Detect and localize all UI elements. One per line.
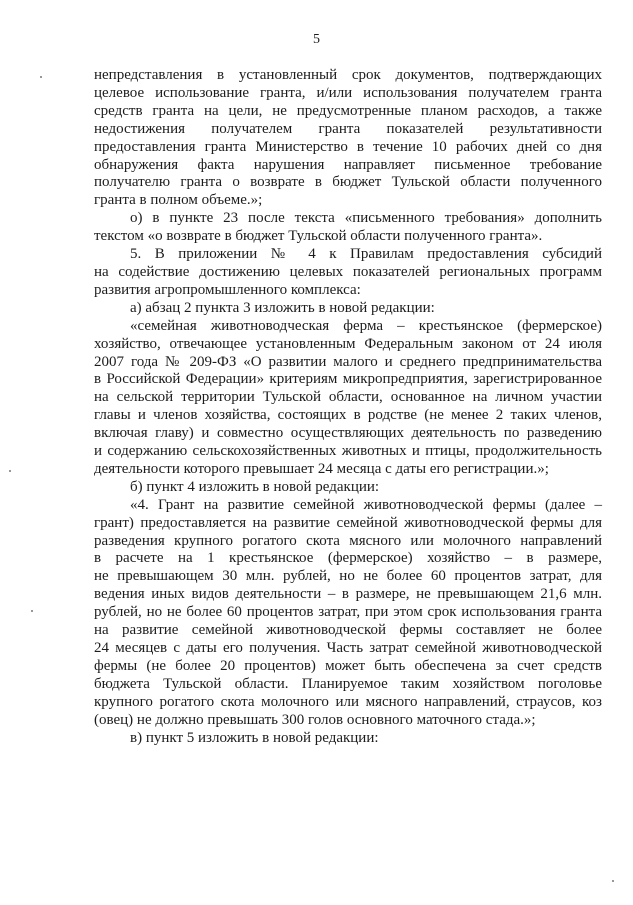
scan-speck bbox=[40, 76, 42, 78]
text-line: деятельности которого превышает 24 месяца с даты его регистрации.»; bbox=[94, 460, 549, 477]
text-line: 5. В приложении № 4 к Правилам предоставления субсидий bbox=[130, 246, 602, 263]
text-line: крупного рогатого скота молочного или мясного направлений, страусов, коз bbox=[94, 693, 602, 710]
scan-speck bbox=[612, 880, 614, 882]
text-line: (овец) не должно превышать 300 голов основного маточного стада.»; bbox=[94, 711, 536, 728]
text-line: фермы (не более 20 процентов) может быть обеспечена за счет средств bbox=[94, 657, 602, 674]
text-line: включая главу) и совместно осуществляющих деятельность по разведению bbox=[94, 425, 602, 442]
text-line: текстом «о возврате в бюджет Тульской области полученного гранта». bbox=[94, 228, 543, 245]
text-line: в расчете на 1 крестьянское (фермерское) хозяйство – в размере, bbox=[94, 550, 602, 567]
text-line: «4. Грант на развитие семейной животноводческой фермы (далее – bbox=[130, 496, 602, 513]
text-line: рублей, но не более 60 процентов затрат, при этом срок использования гранта bbox=[94, 604, 602, 621]
text-line: о) в пункте 23 после текста «письменного требования» дополнить bbox=[130, 210, 602, 227]
text-line: а) абзац 2 пункта 3 изложить в новой редакции: bbox=[130, 299, 435, 316]
text-line: хозяйство, отвечающее установленным Федеральным законом от 24 июля bbox=[94, 335, 602, 352]
text-line: предоставления гранта Министерство в течение 10 рабочих дней со дня bbox=[94, 138, 602, 155]
text-line: получателю гранта о возврате в бюджет Тульской области полученного bbox=[94, 174, 602, 191]
text-line: гранта в полном объеме.»; bbox=[94, 192, 263, 209]
text-line: непредставления в установленный срок документов, подтверждающих bbox=[94, 67, 602, 83]
page-body-text bbox=[94, 67, 602, 747]
text-line: ведения иных видов деятельности – в размере, не превышающем 21,6 млн. bbox=[94, 586, 602, 603]
scan-speck bbox=[9, 470, 11, 472]
text-line: на развитие семейной животноводческой фермы составляет не более bbox=[94, 622, 602, 639]
scan-speck bbox=[31, 610, 33, 612]
page-number: 5 bbox=[313, 32, 320, 47]
text-line: бюджета Тульской области. Планируемое таким хозяйством поголовье bbox=[94, 675, 602, 692]
text-line: б) пункт 4 изложить в новой редакции: bbox=[130, 478, 380, 495]
text-line: и содержанию сельскохозяйственных животных и птицы, продолжительность bbox=[94, 443, 602, 460]
text-line: средств гранта на цели, не предусмотренные планом расходов, а также bbox=[94, 102, 602, 119]
text-line: недостижения получателем гранта показателей результативности bbox=[94, 120, 602, 137]
text-line: не превышающем 30 млн. рублей, но не более 60 процентов затрат, для bbox=[94, 568, 602, 585]
text-line: 24 месяцев с даты его получения. Часть затрат семейной животноводческой bbox=[94, 640, 602, 656]
text-line: на сельской территории Тульской области, основанное на личном участии bbox=[94, 389, 602, 406]
text-line: целевое использование гранта, и/или использования получателем гранта bbox=[94, 84, 602, 101]
text-line: «семейная животноводческая ферма – крестьянское (фермерское) bbox=[130, 317, 602, 334]
text-line: 2007 года № 209-ФЗ «О развитии малого и среднего предпринимательства bbox=[94, 353, 602, 370]
text-line: в) пункт 5 изложить в новой редакции: bbox=[130, 729, 379, 746]
text-line: в Российской Федерации» критериям микропредприятия, зарегистрированное bbox=[94, 371, 602, 388]
text-line: разведения крупного рогатого скота мясного или молочного направлений bbox=[94, 532, 602, 549]
text-line: развития агропромышленного комплекса: bbox=[94, 281, 361, 298]
text-line: грант) предоставляется на развитие семейной животноводческой фермы для bbox=[94, 514, 602, 531]
text-line: главы и членов хозяйства, состоящих в родстве (не менее 2 таких членов, bbox=[94, 407, 602, 424]
text-line: на содействие достижению целевых показателей региональных программ bbox=[94, 263, 602, 280]
text-line: обнаружения факта нарушения направляет письменное требование bbox=[94, 156, 602, 173]
